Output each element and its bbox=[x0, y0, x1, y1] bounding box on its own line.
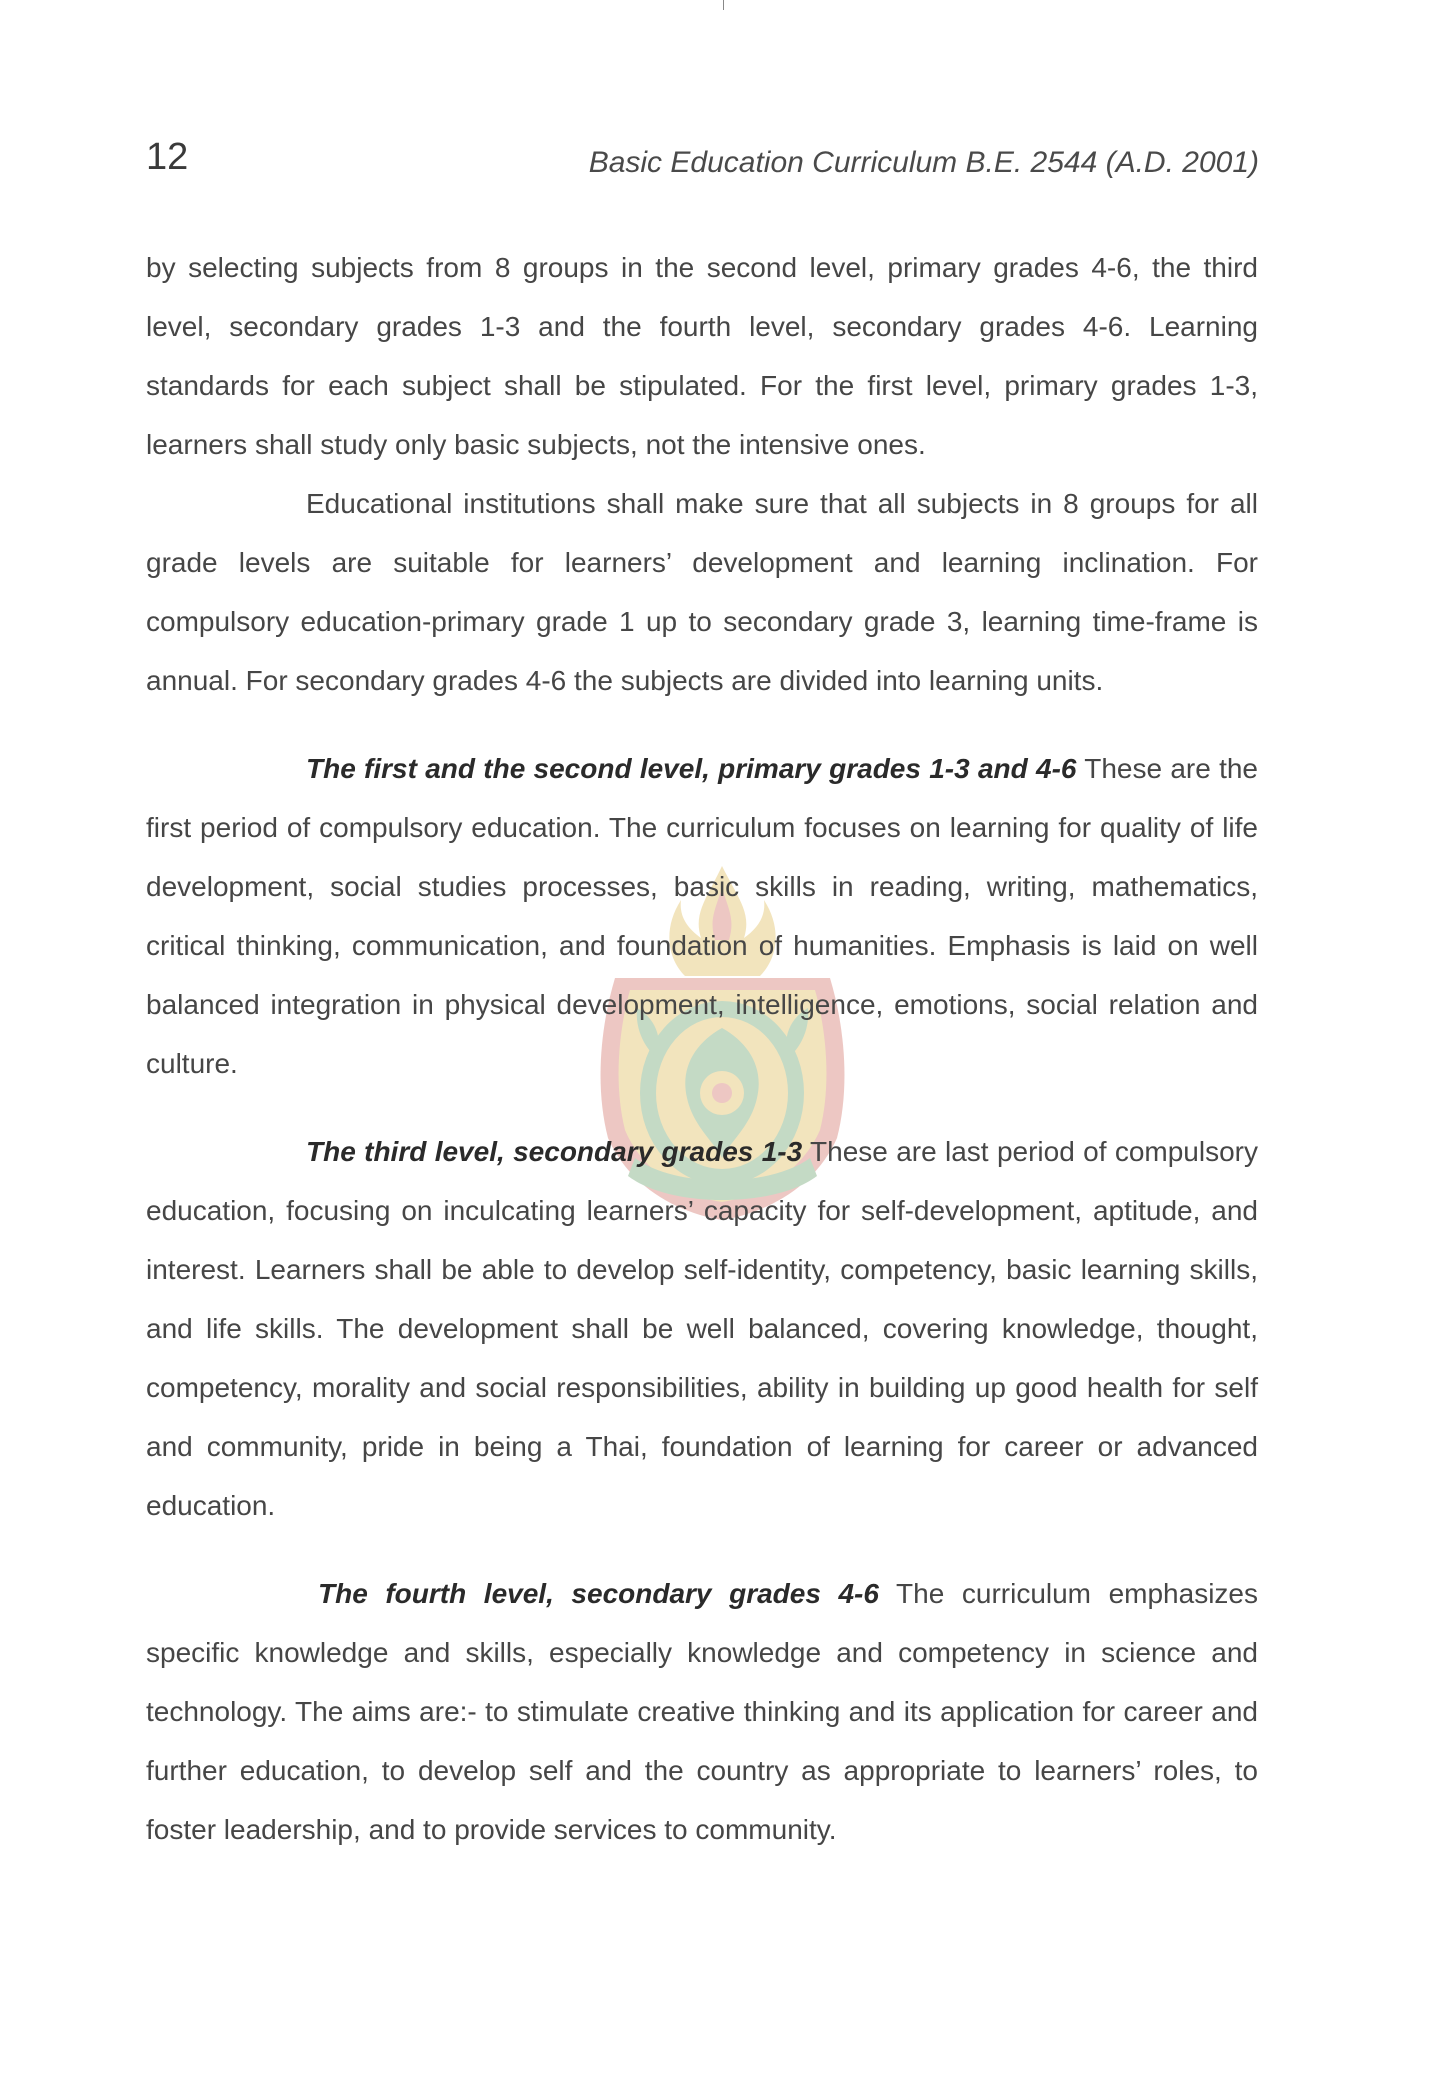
paragraph-lead-in: The third level, secondary grades 1-3 bbox=[306, 1136, 803, 1167]
paragraph-lead-in: The fourth level, secondary grades 4-6 bbox=[318, 1578, 879, 1609]
paragraph-text: Educational institutions shall make sure that all subjects in 8 groups for all grade levels are suitable for learners’ development and learning inclination. For compulsory education-primary grade 1 up to secondary grade 3, learning time-frame is annual. For secondary grades 4-6 the subjects are divided into learning units. bbox=[146, 488, 1258, 696]
paragraph-text: The curriculum emphasizes specific knowledge and skills, especially knowledge and competency in science and technology. The aims are:- to stimulate creative thinking and its application for career and further education, to develop self and the country as appropriate to learners’ roles, to foster leadership, and to provide services to community. bbox=[146, 1578, 1258, 1845]
running-title: Basic Education Curriculum B.E. 2544 (A.D. 2001) bbox=[588, 146, 1259, 179]
paragraph-primary-levels bbox=[146, 739, 1258, 1093]
paragraph-institutions bbox=[146, 474, 1258, 710]
paragraph-text: These are last period of compulsory education, focusing on inculcating learners’ capacity for self-development, aptitude, and interest. Learners shall be able to develop self-identity, competency, basic learning skills, and life skills. The development shall be well balanced, covering knowledge, thought, competency, morality and social responsibilities, ability in building up good health for self and community, pride in being a Thai, foundation of learning for career or advanced education. bbox=[146, 1136, 1258, 1521]
paragraph-text: by selecting subjects from 8 groups in the second level, primary grades 4-6, the third level, secondary grades 1-3 and the fourth level, secondary grades 4-6. Learning standards for each subject shall be stipulated. For the first level, primary grades 1-3, learners shall study only basic subjects, not the intensive ones. bbox=[146, 252, 1258, 460]
paragraph-fourth-level bbox=[146, 1564, 1258, 1859]
page-crop-mark bbox=[723, 0, 724, 10]
paragraph-curriculum-structure bbox=[146, 238, 1258, 474]
paragraph-lead-in: The first and the second level, primary grades 1-3 and 4-6 bbox=[306, 753, 1077, 784]
page-body bbox=[146, 238, 1258, 1859]
paragraph-text: These are the first period of compulsory education. The curriculum focuses on learning for quality of life development, social studies processes, basic skills in reading, writing, mathematics, critical thinking, communication, and foundation of humanities. Emphasis is laid on well balanced integration in physical development, intelligence, emotions, social relation and culture. bbox=[146, 753, 1258, 1079]
page-number: 12 bbox=[146, 136, 189, 178]
paragraph-third-level bbox=[146, 1122, 1258, 1535]
